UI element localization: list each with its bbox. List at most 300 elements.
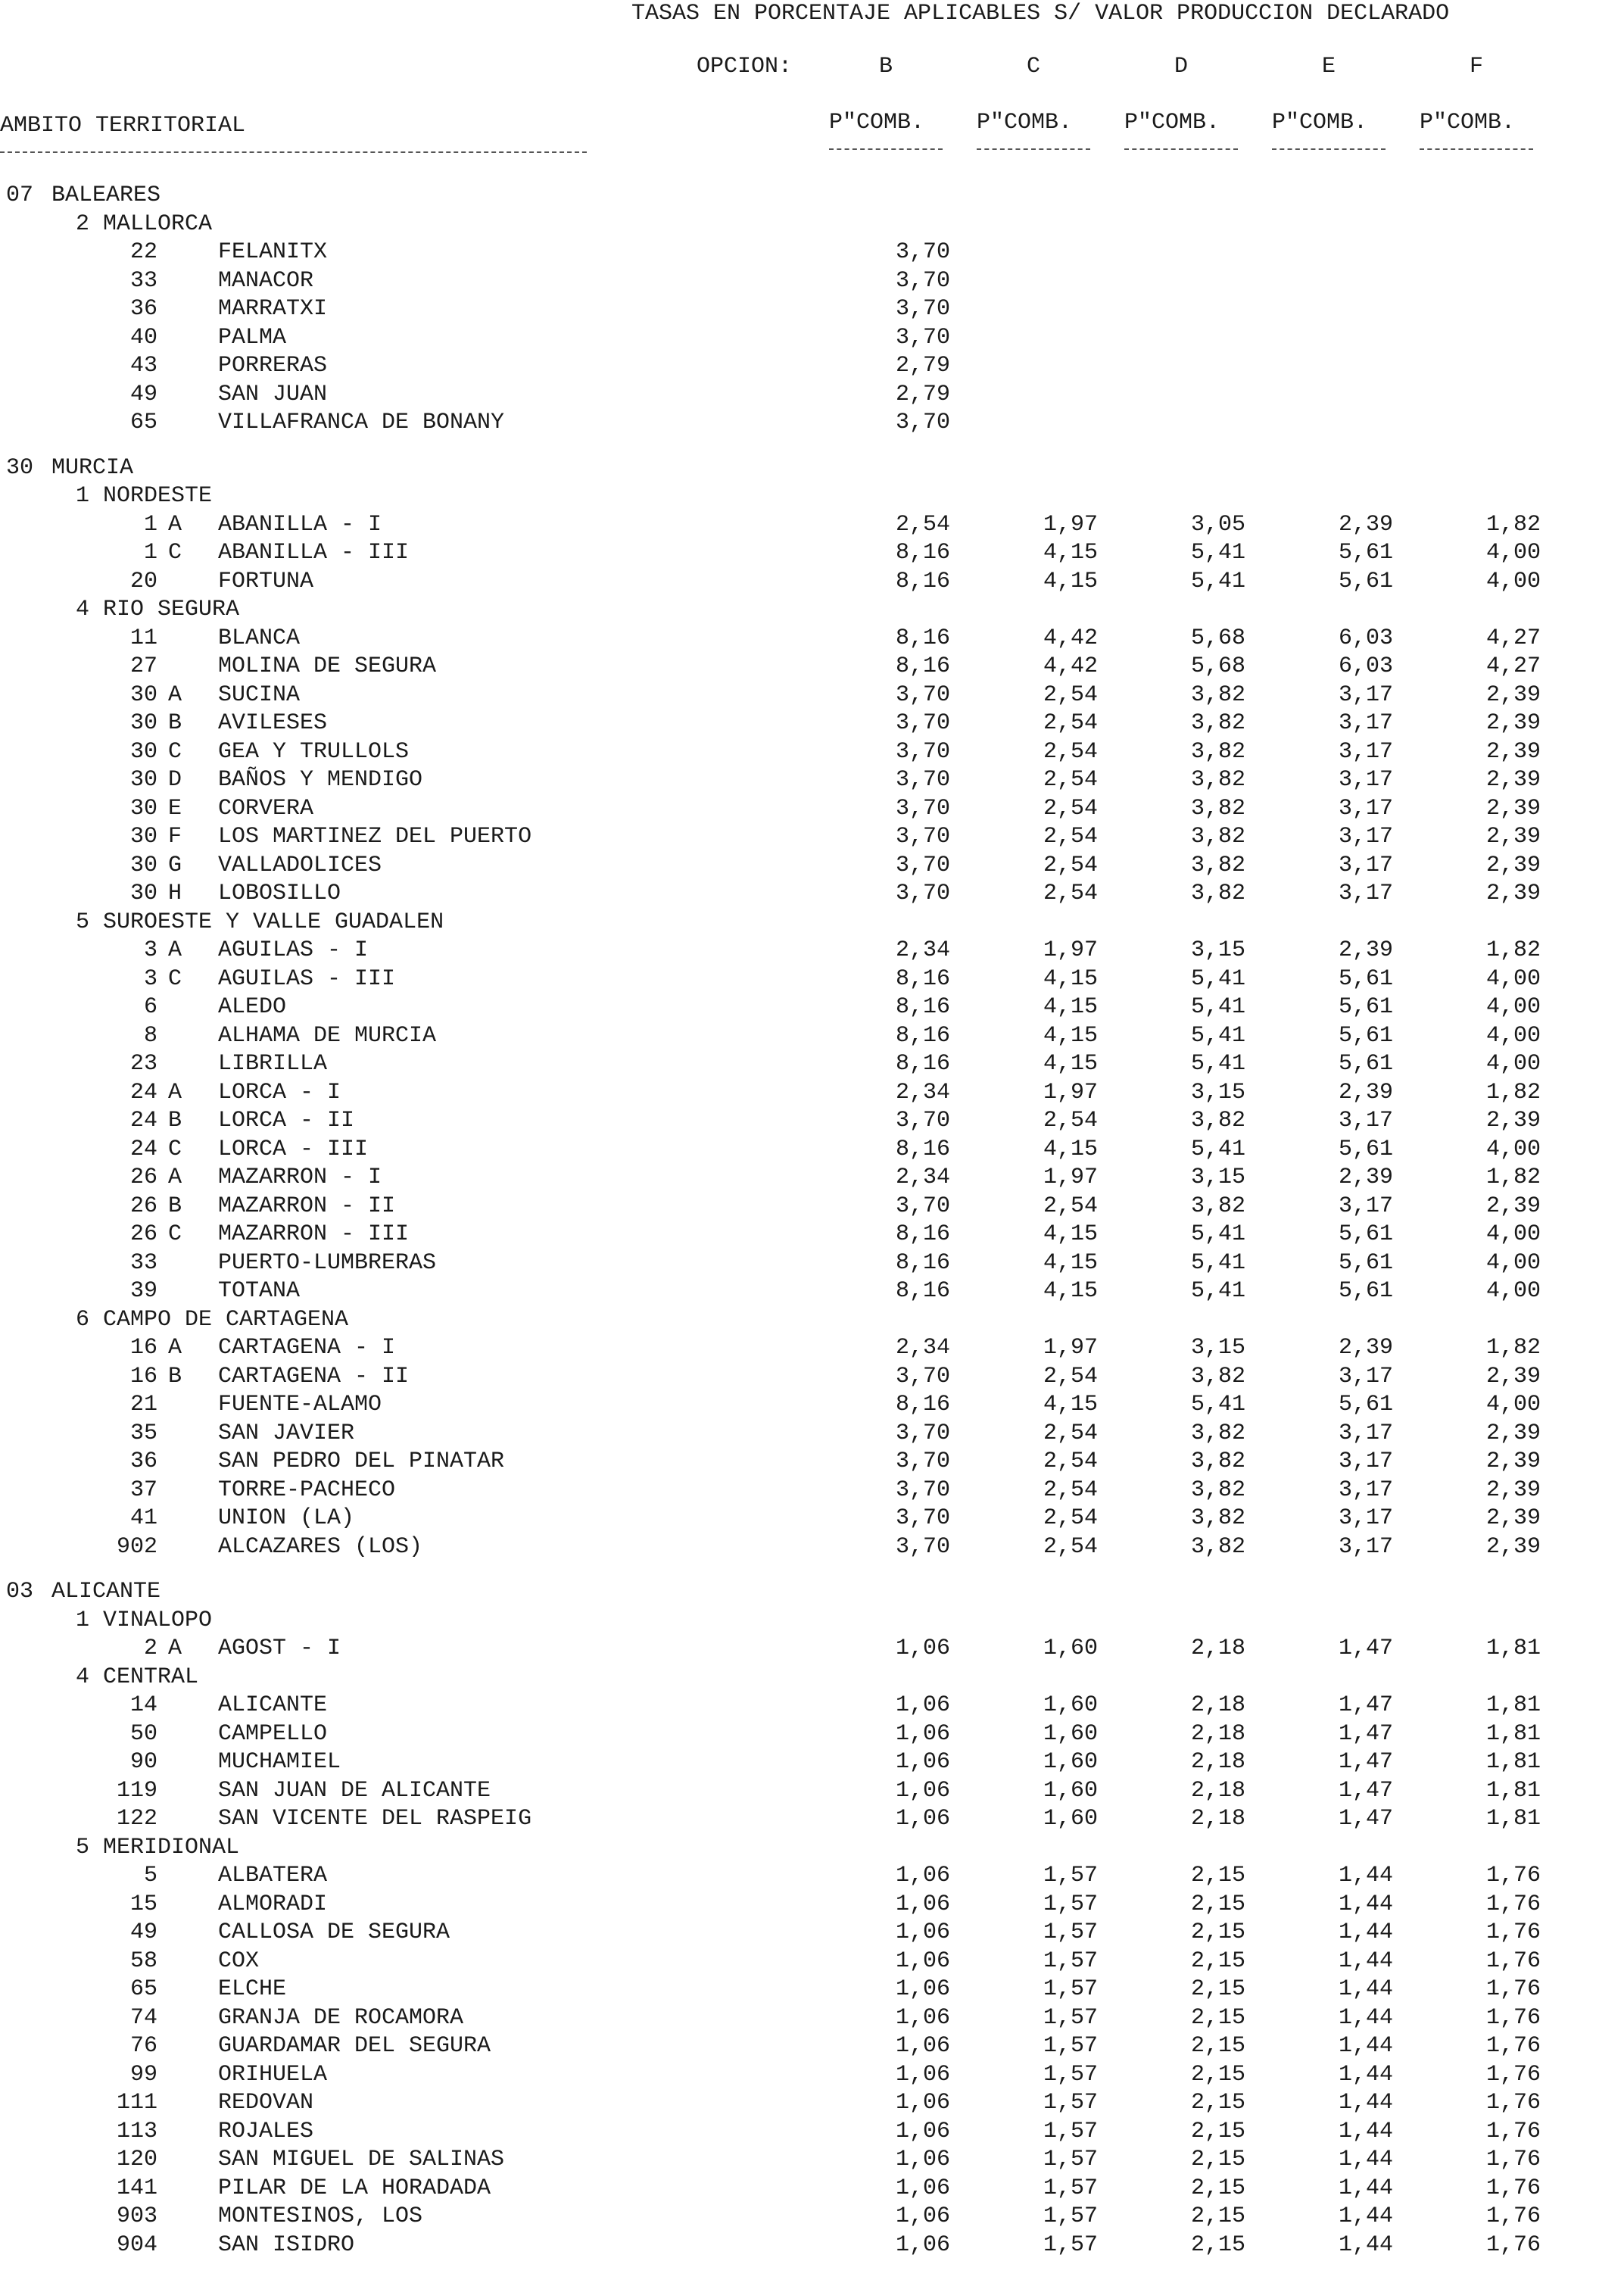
municipality-name: FORTUNA	[218, 568, 314, 594]
municipality-code: 30	[129, 852, 157, 878]
rate-value-c: 2,54	[1043, 795, 1098, 822]
rate-value-b: 2,54	[895, 511, 950, 538]
rate-value-e: 1,44	[1338, 2203, 1393, 2229]
rate-value-e: 3,17	[1338, 710, 1393, 736]
municipality-name: SAN MIGUEL DE SALINAS	[218, 2147, 505, 2172]
municipality-code: 120	[116, 2147, 157, 2172]
rate-value-b: 1,06	[895, 1948, 950, 1974]
rate-value-c: 4,15	[1043, 568, 1098, 594]
rate-value-f: 1,76	[1485, 2175, 1541, 2201]
municipality-subzone: B	[168, 1193, 182, 1219]
rate-value-b: 8,16	[895, 625, 950, 651]
rate-value-b: 2,79	[895, 353, 950, 379]
rate-value-e: 1,47	[1338, 1720, 1393, 1747]
rate-value-f: 1,76	[1485, 1948, 1541, 1974]
option-header-c: C	[1026, 54, 1040, 80]
municipality-code: 43	[129, 353, 157, 379]
municipality-name: ALBATERA	[218, 1863, 328, 1888]
municipality-code: 65	[129, 410, 157, 435]
rate-value-f: 1,76	[1485, 2033, 1541, 2059]
rate-value-b: 3,70	[895, 767, 950, 793]
rate-value-c: 4,42	[1043, 625, 1098, 651]
rate-value-f: 1,81	[1485, 1692, 1541, 1718]
rate-value-b: 1,06	[895, 1692, 950, 1718]
rate-value-c: 2,54	[1043, 1505, 1098, 1531]
rate-value-d: 2,15	[1190, 2203, 1245, 2229]
rate-value-c: 1,60	[1043, 1692, 1098, 1718]
rate-value-c: 1,60	[1043, 1720, 1098, 1747]
rate-value-f: 2,39	[1485, 1363, 1541, 1389]
rate-value-c: 1,57	[1043, 1863, 1098, 1888]
rate-value-c: 4,15	[1043, 1022, 1098, 1049]
rate-value-c: 1,57	[1043, 2118, 1098, 2144]
rate-value-d: 2,18	[1190, 1720, 1245, 1747]
municipality-name: MONTESINOS, LOS	[218, 2203, 423, 2229]
rate-value-c: 1,60	[1043, 1749, 1098, 1775]
rate-value-f: 2,39	[1485, 738, 1541, 765]
municipality-name: TORRE-PACHECO	[218, 1477, 396, 1503]
municipality-name: PORRERAS	[218, 353, 328, 379]
rate-value-d: 5,41	[1190, 1051, 1245, 1077]
municipality-name: MUCHAMIEL	[218, 1749, 341, 1775]
rate-value-f: 4,00	[1485, 1136, 1541, 1162]
municipality-name: ALEDO	[218, 994, 287, 1020]
municipality-subzone: B	[168, 1363, 182, 1389]
rate-value-b: 3,70	[895, 1449, 950, 1474]
municipality-subzone: A	[168, 681, 182, 708]
rate-value-d: 3,82	[1190, 1533, 1245, 1560]
rate-value-e: 3,17	[1338, 1449, 1393, 1474]
rate-value-e: 3,17	[1338, 1363, 1393, 1389]
option-header-b: B	[878, 54, 893, 80]
municipality-subzone: A	[168, 1079, 182, 1106]
rate-value-c: 1,60	[1043, 1636, 1098, 1661]
rate-value-e: 3,17	[1338, 681, 1393, 708]
municipality-code: 65	[129, 1976, 157, 2002]
municipality-code: 20	[129, 568, 157, 594]
rate-value-b: 1,06	[895, 1976, 950, 2002]
rate-value-f: 2,39	[1485, 795, 1541, 822]
municipality-name: LOBOSILLO	[218, 881, 341, 906]
rate-value-b: 2,34	[895, 937, 950, 963]
municipality-name: ELCHE	[218, 1976, 287, 2002]
rate-value-e: 1,44	[1338, 1948, 1393, 1974]
rate-value-c: 1,57	[1043, 2175, 1098, 2201]
municipality-name: MOLINA DE SEGURA	[218, 653, 437, 679]
municipality-code: 23	[129, 1051, 157, 1077]
rate-value-e: 5,61	[1338, 1249, 1393, 1276]
rate-value-e: 2,39	[1338, 511, 1393, 538]
rate-value-c: 1,57	[1043, 1976, 1098, 2002]
province-name: ALICANTE	[51, 1579, 161, 1605]
rate-value-c: 4,15	[1043, 965, 1098, 992]
municipality-code: 3	[143, 965, 157, 992]
rate-value-c: 1,57	[1043, 2231, 1098, 2258]
municipality-code: 24	[129, 1136, 157, 1162]
rate-value-b: 1,06	[895, 1863, 950, 1888]
subheader-d: P"COMB.	[1124, 110, 1220, 136]
municipality-code: 122	[116, 1806, 157, 1832]
municipality-code: 76	[129, 2033, 157, 2059]
municipality-name: PALMA	[218, 324, 287, 351]
municipality-code: 30	[129, 795, 157, 822]
rate-value-f: 1,81	[1485, 1720, 1541, 1747]
municipality-code: 99	[129, 2061, 157, 2088]
rate-value-e: 5,61	[1338, 965, 1393, 992]
municipality-code: 14	[129, 1692, 157, 1718]
rate-value-e: 1,44	[1338, 1891, 1393, 1917]
municipality-code: 36	[129, 1449, 157, 1474]
municipality-name: BLANCA	[218, 625, 301, 651]
comarca-code: 1	[76, 1607, 90, 1633]
rate-value-b: 3,70	[895, 1193, 950, 1219]
municipality-subzone: B	[168, 710, 182, 736]
municipality-code: 24	[129, 1079, 157, 1106]
municipality-code: 8	[143, 1022, 157, 1049]
rate-value-e: 5,61	[1338, 1136, 1393, 1162]
municipality-subzone: C	[168, 1221, 182, 1247]
rate-value-c: 2,54	[1043, 767, 1098, 793]
rate-value-c: 1,57	[1043, 1891, 1098, 1917]
rate-value-d: 3,82	[1190, 1505, 1245, 1531]
rate-value-d: 2,15	[1190, 2033, 1245, 2059]
municipality-name: VALLADOLICES	[218, 852, 382, 878]
municipality-code: 113	[116, 2118, 157, 2144]
comarca-code: 5	[76, 1834, 90, 1860]
municipality-code: 30	[129, 767, 157, 793]
rate-value-c: 2,54	[1043, 710, 1098, 736]
municipality-code: 49	[129, 1920, 157, 1945]
rate-value-b: 1,06	[895, 2203, 950, 2229]
rate-value-b: 1,06	[895, 2004, 950, 2031]
municipality-code: 16	[129, 1335, 157, 1361]
municipality-name: LORCA - II	[218, 1108, 355, 1134]
municipality-name: BAÑOS Y MENDIGO	[218, 767, 423, 793]
municipality-name: TOTANA	[218, 1278, 301, 1304]
rate-value-d: 3,82	[1190, 1477, 1245, 1503]
municipality-name: ALHAMA DE MURCIA	[218, 1022, 437, 1049]
rate-value-f: 4,00	[1485, 1278, 1541, 1304]
rate-value-d: 2,15	[1190, 1863, 1245, 1888]
rate-value-d: 2,15	[1190, 2004, 1245, 2031]
rate-value-b: 3,70	[895, 1505, 950, 1531]
rate-value-e: 6,03	[1338, 653, 1393, 679]
municipality-name: CAMPELLO	[218, 1720, 328, 1747]
rate-value-f: 4,00	[1485, 965, 1541, 992]
municipality-name: FELANITX	[218, 239, 328, 265]
rate-value-e: 1,44	[1338, 2118, 1393, 2144]
rate-value-c: 4,15	[1043, 1278, 1098, 1304]
rate-value-c: 2,54	[1043, 1533, 1098, 1560]
municipality-code: 903	[116, 2203, 157, 2229]
municipality-code: 5	[143, 1863, 157, 1888]
rate-value-f: 4,00	[1485, 1221, 1541, 1247]
municipality-code: 36	[129, 296, 157, 322]
rate-value-f: 1,76	[1485, 1920, 1541, 1945]
rate-value-b: 8,16	[895, 1051, 950, 1077]
municipality-code: 33	[129, 267, 157, 294]
page-title: TASAS EN PORCENTAJE APLICABLES S/ VALOR PRODUCCION DECLARADO	[631, 1, 1450, 27]
municipality-name: FUENTE-ALAMO	[218, 1392, 382, 1417]
rate-value-b: 1,06	[895, 2175, 950, 2201]
rate-value-d: 3,82	[1190, 1108, 1245, 1134]
rate-value-c: 1,57	[1043, 2090, 1098, 2116]
rate-value-b: 3,70	[895, 410, 950, 435]
province-name: BALEARES	[51, 182, 161, 208]
municipality-code: 49	[129, 381, 157, 407]
rate-value-f: 1,82	[1485, 1079, 1541, 1106]
rate-value-b: 8,16	[895, 540, 950, 566]
rate-value-f: 1,81	[1485, 1636, 1541, 1661]
municipality-subzone: G	[168, 852, 182, 878]
rate-value-f: 4,00	[1485, 994, 1541, 1020]
rate-value-c: 1,57	[1043, 1920, 1098, 1945]
rate-value-f: 1,82	[1485, 1165, 1541, 1190]
municipality-subzone: C	[168, 1136, 182, 1162]
municipality-subzone: B	[168, 1108, 182, 1134]
municipality-code: 111	[116, 2090, 157, 2116]
ambito-territorial-label: AMBITO TERRITORIAL	[0, 113, 246, 139]
rate-value-f: 2,39	[1485, 1449, 1541, 1474]
rate-value-e: 3,17	[1338, 1505, 1393, 1531]
rate-value-b: 1,06	[895, 2147, 950, 2172]
municipality-name: ORIHUELA	[218, 2061, 328, 2088]
rate-value-e: 3,17	[1338, 881, 1393, 906]
rate-value-b: 3,70	[895, 296, 950, 322]
comarca-code: 5	[76, 909, 90, 935]
municipality-name: GRANJA DE ROCAMORA	[218, 2004, 464, 2031]
rate-value-f: 1,76	[1485, 2147, 1541, 2172]
rate-value-e: 2,39	[1338, 1335, 1393, 1361]
rate-value-f: 1,82	[1485, 1335, 1541, 1361]
rate-value-f: 4,00	[1485, 568, 1541, 594]
rate-value-e: 2,39	[1338, 1079, 1393, 1106]
municipality-name: LIBRILLA	[218, 1051, 328, 1077]
rate-value-d: 3,82	[1190, 710, 1245, 736]
rate-value-d: 2,15	[1190, 1948, 1245, 1974]
header-rule-e	[1272, 148, 1386, 150]
comarca-code: 4	[76, 597, 90, 622]
option-header-e: E	[1321, 54, 1336, 80]
header-rule-c	[977, 148, 1090, 150]
municipality-name: CARTAGENA - II	[218, 1363, 410, 1389]
province-code: 07	[6, 182, 34, 208]
rate-value-e: 3,17	[1338, 738, 1393, 765]
municipality-code: 2	[143, 1636, 157, 1661]
rate-value-c: 4,15	[1043, 1221, 1098, 1247]
rate-value-e: 1,44	[1338, 2231, 1393, 2258]
municipality-code: 33	[129, 1249, 157, 1276]
rate-value-c: 1,97	[1043, 1335, 1098, 1361]
municipality-subzone: D	[168, 767, 182, 793]
rate-value-d: 2,18	[1190, 1749, 1245, 1775]
rate-value-f: 1,76	[1485, 2231, 1541, 2258]
comarca-name: MERIDIONAL	[103, 1834, 240, 1860]
municipality-code: 41	[129, 1505, 157, 1531]
comarca-name: VINALOPO	[103, 1607, 213, 1633]
rate-value-b: 2,79	[895, 381, 950, 407]
rate-value-d: 2,15	[1190, 1920, 1245, 1945]
rate-value-b: 2,34	[895, 1335, 950, 1361]
municipality-subzone: C	[168, 540, 182, 566]
rate-value-c: 1,60	[1043, 1806, 1098, 1832]
rate-value-e: 5,61	[1338, 568, 1393, 594]
header-rule-f	[1420, 148, 1533, 150]
municipality-name: CARTAGENA - I	[218, 1335, 396, 1361]
rate-value-e: 3,17	[1338, 1533, 1393, 1560]
rate-value-f: 1,81	[1485, 1777, 1541, 1804]
rate-value-c: 1,97	[1043, 937, 1098, 963]
rate-value-b: 8,16	[895, 568, 950, 594]
rate-value-c: 4,42	[1043, 653, 1098, 679]
rate-value-c: 2,54	[1043, 1108, 1098, 1134]
municipality-code: 26	[129, 1221, 157, 1247]
rate-value-e: 2,39	[1338, 1165, 1393, 1190]
rate-value-d: 5,41	[1190, 1249, 1245, 1276]
rate-value-f: 1,76	[1485, 1976, 1541, 2002]
municipality-name: AVILESES	[218, 710, 328, 736]
rate-value-b: 3,70	[895, 738, 950, 765]
municipality-code: 40	[129, 324, 157, 351]
municipality-code: 16	[129, 1363, 157, 1389]
rate-value-d: 3,15	[1190, 1165, 1245, 1190]
rate-value-c: 2,54	[1043, 824, 1098, 850]
rate-value-d: 3,82	[1190, 1449, 1245, 1474]
rate-value-e: 3,17	[1338, 1477, 1393, 1503]
rate-value-b: 2,34	[895, 1165, 950, 1190]
rate-value-b: 1,06	[895, 2231, 950, 2258]
rate-value-e: 1,44	[1338, 2004, 1393, 2031]
rate-value-c: 2,54	[1043, 1363, 1098, 1389]
rate-value-f: 1,81	[1485, 1749, 1541, 1775]
rate-value-c: 4,15	[1043, 540, 1098, 566]
rate-value-e: 1,47	[1338, 1692, 1393, 1718]
rate-value-e: 5,61	[1338, 1051, 1393, 1077]
municipality-subzone: A	[168, 1165, 182, 1190]
rate-value-b: 8,16	[895, 1221, 950, 1247]
rate-value-c: 2,54	[1043, 681, 1098, 708]
rate-value-b: 3,70	[895, 710, 950, 736]
municipality-name: MARRATXI	[218, 296, 328, 322]
municipality-code: 30	[129, 881, 157, 906]
municipality-name: ROJALES	[218, 2118, 314, 2144]
comarca-code: 4	[76, 1664, 90, 1690]
comarca-code: 1	[76, 483, 90, 509]
municipality-code: 74	[129, 2004, 157, 2031]
rate-value-f: 4,27	[1485, 653, 1541, 679]
rate-value-f: 1,76	[1485, 2090, 1541, 2116]
municipality-name: ALCAZARES (LOS)	[218, 1533, 423, 1560]
rate-value-b: 8,16	[895, 1136, 950, 1162]
rate-value-f: 2,39	[1485, 1505, 1541, 1531]
rate-value-b: 3,70	[895, 1420, 950, 1446]
rate-value-e: 5,61	[1338, 1392, 1393, 1417]
rate-value-f: 4,27	[1485, 625, 1541, 651]
rate-value-d: 2,15	[1190, 1891, 1245, 1917]
rate-value-e: 3,17	[1338, 795, 1393, 822]
rate-value-b: 1,06	[895, 1806, 950, 1832]
rate-value-e: 2,39	[1338, 937, 1393, 963]
municipality-name: MAZARRON - I	[218, 1165, 382, 1190]
municipality-code: 58	[129, 1948, 157, 1974]
rate-value-b: 3,70	[895, 881, 950, 906]
municipality-name: SUCINA	[218, 681, 301, 708]
rate-value-f: 4,00	[1485, 540, 1541, 566]
municipality-name: LORCA - III	[218, 1136, 369, 1162]
rate-value-f: 1,81	[1485, 1806, 1541, 1832]
rate-value-c: 1,57	[1043, 1948, 1098, 1974]
municipality-code: 39	[129, 1278, 157, 1304]
comarca-name: SUROESTE Y VALLE GUADALEN	[103, 909, 444, 935]
rate-value-d: 2,18	[1190, 1636, 1245, 1661]
rate-value-b: 1,06	[895, 2118, 950, 2144]
municipality-code: 37	[129, 1477, 157, 1503]
municipality-name: ABANILLA - I	[218, 511, 382, 538]
subheader-f: P"COMB.	[1420, 110, 1516, 136]
rate-value-c: 1,57	[1043, 2147, 1098, 2172]
municipality-code: 904	[116, 2231, 157, 2258]
municipality-code: 30	[129, 738, 157, 765]
rate-value-f: 1,76	[1485, 2061, 1541, 2088]
rate-value-b: 3,70	[895, 267, 950, 294]
municipality-name: COX	[218, 1948, 260, 1974]
rate-value-f: 2,39	[1485, 1420, 1541, 1446]
header-rule-d	[1124, 148, 1238, 150]
rate-value-f: 2,39	[1485, 1108, 1541, 1134]
rate-value-f: 1,76	[1485, 2118, 1541, 2144]
municipality-name: ALICANTE	[218, 1692, 328, 1718]
rate-value-c: 2,54	[1043, 881, 1098, 906]
rate-value-b: 3,70	[895, 239, 950, 265]
municipality-name: PILAR DE LA HORADADA	[218, 2175, 491, 2201]
municipality-name: MAZARRON - III	[218, 1221, 410, 1247]
rate-value-c: 1,57	[1043, 2033, 1098, 2059]
rate-value-c: 4,15	[1043, 1392, 1098, 1417]
rate-value-e: 3,17	[1338, 852, 1393, 878]
rate-value-b: 8,16	[895, 1022, 950, 1049]
municipality-subzone: F	[168, 824, 182, 850]
rate-value-e: 3,17	[1338, 767, 1393, 793]
rate-value-c: 4,15	[1043, 994, 1098, 1020]
rate-value-d: 2,15	[1190, 2061, 1245, 2088]
rate-value-e: 3,17	[1338, 1420, 1393, 1446]
header-rule-b	[829, 148, 943, 150]
rate-value-d: 3,82	[1190, 1363, 1245, 1389]
rate-value-b: 1,06	[895, 1720, 950, 1747]
municipality-subzone: A	[168, 1636, 182, 1661]
municipality-name: LOS MARTINEZ DEL PUERTO	[218, 824, 532, 850]
municipality-code: 15	[129, 1891, 157, 1917]
rate-value-b: 3,70	[895, 795, 950, 822]
rate-value-e: 3,17	[1338, 1108, 1393, 1134]
municipality-subzone: A	[168, 937, 182, 963]
rate-value-e: 1,44	[1338, 1976, 1393, 2002]
rate-value-c: 1,97	[1043, 1165, 1098, 1190]
rate-value-e: 1,44	[1338, 2147, 1393, 2172]
rate-value-b: 3,70	[895, 1108, 950, 1134]
rate-value-f: 2,39	[1485, 1533, 1541, 1560]
municipality-name: UNION (LA)	[218, 1505, 355, 1531]
municipality-subzone: C	[168, 965, 182, 992]
municipality-subzone: H	[168, 881, 182, 906]
rate-value-d: 3,82	[1190, 1420, 1245, 1446]
rate-value-c: 1,97	[1043, 1079, 1098, 1106]
rate-value-c: 2,54	[1043, 1477, 1098, 1503]
subheader-c: P"COMB.	[977, 110, 1073, 136]
rate-value-d: 3,82	[1190, 1193, 1245, 1219]
municipality-name: VILLAFRANCA DE BONANY	[218, 410, 505, 435]
comarca-name: CENTRAL	[103, 1664, 199, 1690]
